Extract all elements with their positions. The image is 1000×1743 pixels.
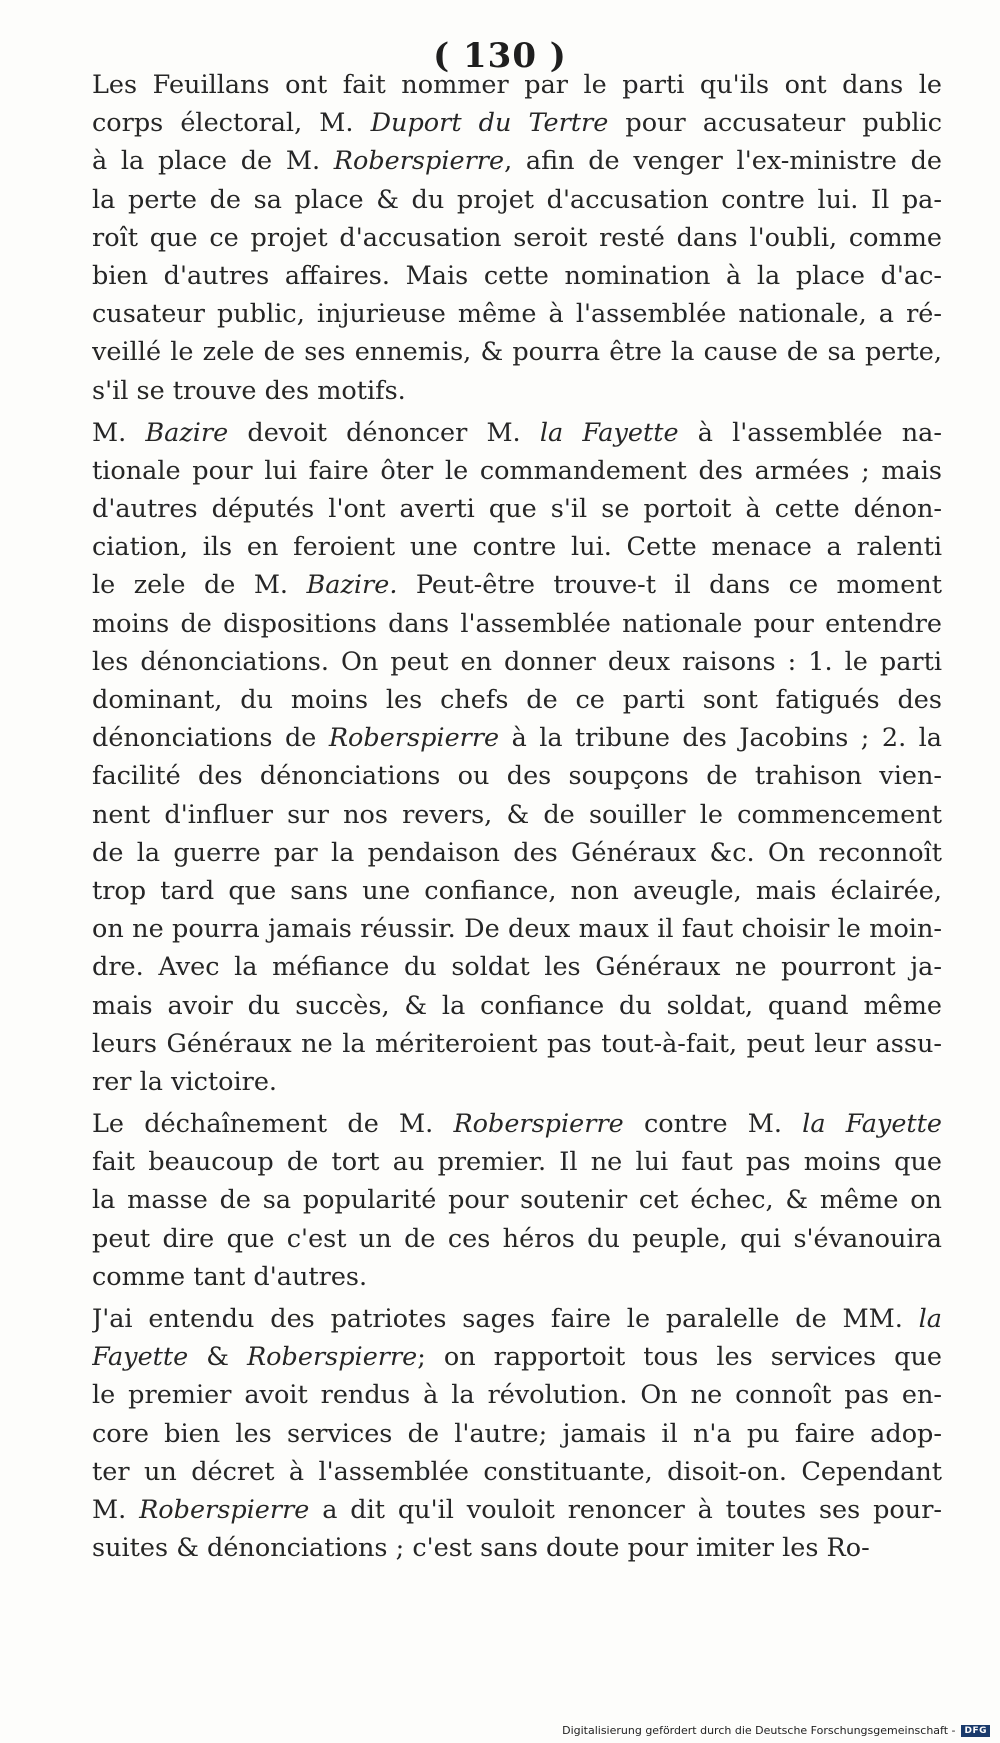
text-line: bien d'autres affaires. Mais cette nomination à la place d'ac- — [92, 260, 942, 291]
text-line: dénonciations de Roberspierre à la tribune des Jacobins ; 2. la — [92, 723, 942, 754]
text-line: Fayette & Roberspierre; on rapportoit tous les services que — [92, 1342, 942, 1373]
paragraph — [92, 66, 942, 410]
text-line: nent d'influer sur nos revers, & de souiller le commencement — [92, 799, 942, 830]
text-line: s'il se trouve des motifs. — [92, 375, 406, 406]
text-line: trop tard que sans une confiance, non aveugle, mais éclairée, — [92, 875, 942, 906]
digitization-footer — [562, 1724, 990, 1737]
text-line: fait beaucoup de tort au premier. Il ne lui faut pas moins que — [92, 1147, 942, 1178]
page-number: ( 130 ) — [433, 36, 567, 76]
text-line: core bien les services de l'autre; jamais il n'a pu faire adop- — [92, 1418, 942, 1449]
text-line: roît que ce projet d'accusation seroit resté dans l'oubli, comme — [92, 222, 942, 253]
text-line: M. Bazire devoit dénoncer M. la Fayette à l'assemblée na- — [92, 417, 942, 448]
text-line: la masse de sa popularité pour soutenir cet échec, & même on — [92, 1185, 942, 1216]
text-line: de la guerre par la pendaison des Généraux &c. On reconnoît — [92, 837, 942, 868]
text-line: on ne pourra jamais réussir. De deux maux il faut choisir le moin- — [92, 914, 942, 945]
text-line: suites & dénonciations ; c'est sans doute pour imiter les Ro- — [92, 1533, 870, 1564]
text-line: comme tant d'autres. — [92, 1261, 368, 1292]
text-line: ciation, ils en feroient une contre lui. Cette menace a ralenti — [92, 532, 942, 563]
text-line: le zele de M. Bazire. Peut-être trouve-t il dans ce moment — [92, 570, 942, 601]
text-line: M. Roberspierre a dit qu'il vouloit renoncer à toutes ses pour- — [92, 1494, 942, 1525]
text-line: Le déchaînement de M. Roberspierre contre M. la Fayette — [92, 1109, 942, 1140]
paragraph — [92, 1105, 942, 1296]
text-line: corps électoral, M. Duport du Tertre pour accusateur public — [92, 108, 942, 139]
body-text — [92, 66, 942, 1571]
dfg-logo: DFG — [961, 1725, 990, 1737]
text-line: leurs Généraux ne la mériteroient pas tout-à-fait, peut leur assu- — [92, 1028, 942, 1059]
text-line: dre. Avec la méfiance du soldat les Généraux ne pourront ja- — [92, 952, 942, 983]
text-line: d'autres députés l'ont averti que s'il se portoit à cette dénon- — [92, 494, 942, 525]
text-line: la perte de sa place & du projet d'accusation contre lui. Il pa- — [92, 184, 942, 215]
text-line: veillé le zele de ses ennemis, & pourra être la cause de sa perte, — [92, 337, 942, 368]
text-line: dominant, du moins les chefs de ce parti sont fatigués des — [92, 685, 942, 715]
text-line: le premier avoit rendus à la révolution. On ne connoît pas en- — [92, 1380, 942, 1411]
text-line: facilité des dénonciations ou des soupçons de trahison vien- — [92, 761, 942, 792]
text-line: peut dire que c'est un de ces héros du peuple, qui s'évanouira — [92, 1223, 942, 1254]
text-line: les dénonciations. On peut en donner deux raisons : 1. le parti — [92, 646, 942, 677]
text-line: mais avoir du succès, & la confiance du soldat, quand même — [92, 990, 942, 1021]
text-line: moins de dispositions dans l'assemblée nationale pour entendre — [92, 608, 942, 639]
paragraph — [92, 414, 942, 1101]
paragraph — [92, 1300, 942, 1567]
footer-credit: Digitalisierung gefördert durch die Deutsche Forschungsgemeinschaft - — [562, 1724, 956, 1737]
text-line: rer la victoire. — [92, 1066, 278, 1097]
text-line: ter un décret à l'assemblée constituante, disoit-on. Cependant — [92, 1456, 942, 1487]
text-line: J'ai entendu des patriotes sages faire le paralelle de MM. la — [92, 1304, 942, 1334]
text-line: à la place de M. Roberspierre, afin de venger l'ex-ministre de — [92, 146, 942, 177]
text-line: cusateur public, injurieuse même à l'assemblée nationale, a ré- — [92, 299, 942, 330]
text-line: Les Feuillans ont fait nommer par le parti qu'ils ont dans le — [92, 70, 942, 100]
text-line: tionale pour lui faire ôter le commandement des armées ; mais — [92, 455, 942, 486]
